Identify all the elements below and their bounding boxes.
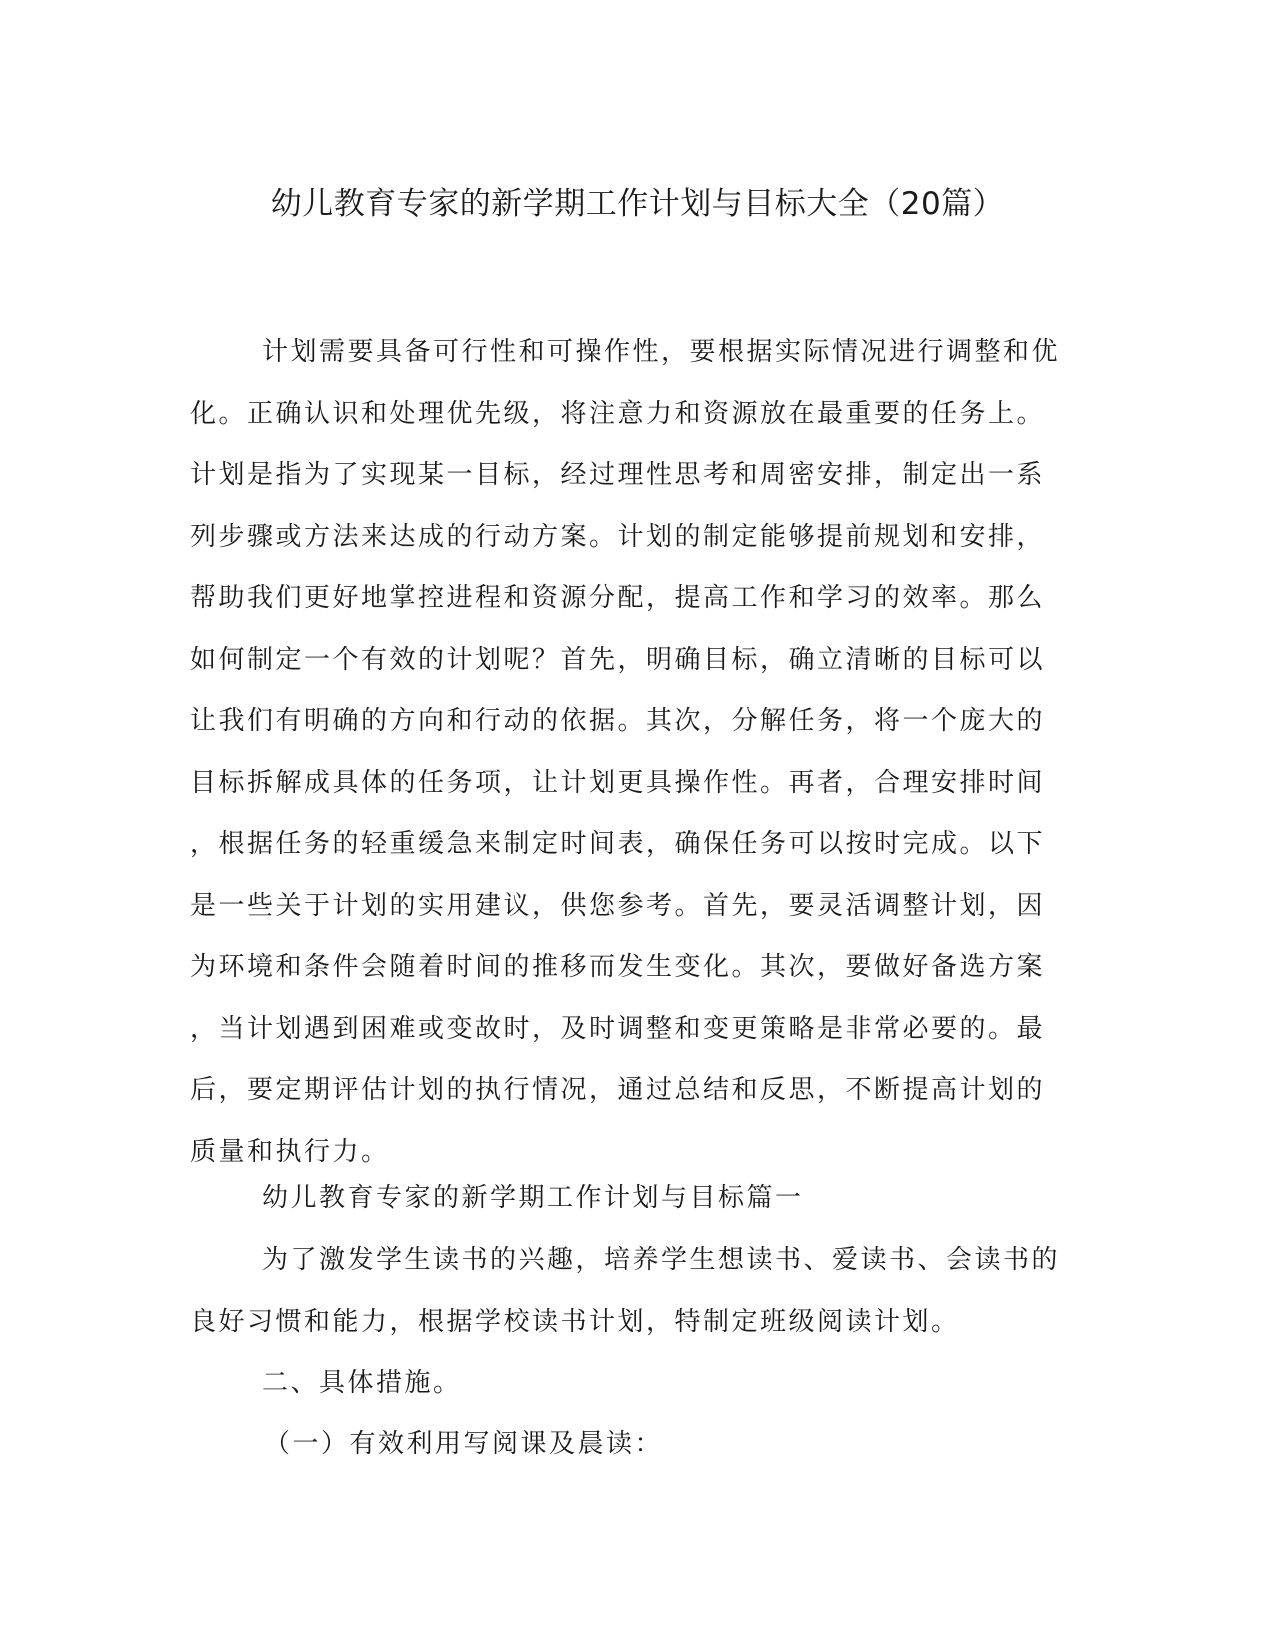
paragraph-line: 为环境和条件会随着时间的推移而发生变化。其次，要做好备选方案 [190,952,1046,982]
paragraph-line: 计划需要具备可行性和可操作性，要根据实际情况进行调整和优 [262,337,1061,367]
paragraph-line: ，根据任务的轻重缓急来制定时间表，确保任务可以按时完成。以下 [190,829,1046,859]
paragraph-line: 质量和执行力。 [190,1136,390,1167]
measures-heading: 二、具体措施。 [262,1368,462,1398]
paragraph-line: 目标拆解成具体的任务项，让计划更具操作性。再者，合理安排时间 [190,767,1046,798]
paragraph-line: 是一些关于计划的实用建议，供您参考。首先，要灵活调整计划，因 [190,890,1046,921]
paragraph-line: 让我们有明确的方向和行动的依据。其次，分解任务，将一个庞大的 [190,706,1046,736]
paragraph-line: 如何制定一个有效的计划呢？首先，明确目标，确立清晰的目标可以 [190,644,1046,675]
purpose-paragraph [190,1230,1090,1353]
intro-paragraph [190,322,1090,1183]
paragraph-line: 为了激发学生读书的兴趣，培养学生想读书、爱读书、会读书的 [262,1245,1061,1275]
paragraph-line: 良好习惯和能力，根据学校读书计划，特制定班级阅读计划。 [190,1306,960,1337]
paragraph-line: 后，要定期评估计划的执行情况，通过总结和反思，不断提高计划的 [190,1075,1046,1105]
paragraph-line: ，当计划遇到困难或变故时，及时调整和变更策略是非常必要的。最 [190,1013,1046,1044]
document-title: 幼儿教育专家的新学期工作计划与目标大全（20篇） [270,186,1005,222]
paragraph-line: 列步骤或方法来达成的行动方案。计划的制定能够提前规划和安排， [190,521,1046,552]
paragraph-line: 计划是指为了实现某一目标，经过理性思考和周密安排，制定出一系 [190,460,1046,490]
section-heading: 幼儿教育专家的新学期工作计划与目标篇一 [262,1183,804,1213]
paragraph-line: 化。正确认识和处理优先级，将注意力和资源放在最重要的任务上。 [190,398,1046,429]
subheading-one: （一）有效利用写阅课及晨读： [264,1429,664,1459]
paragraph-line: 帮助我们更好地掌控进程和资源分配，提高工作和学习的效率。那么 [190,583,1046,613]
